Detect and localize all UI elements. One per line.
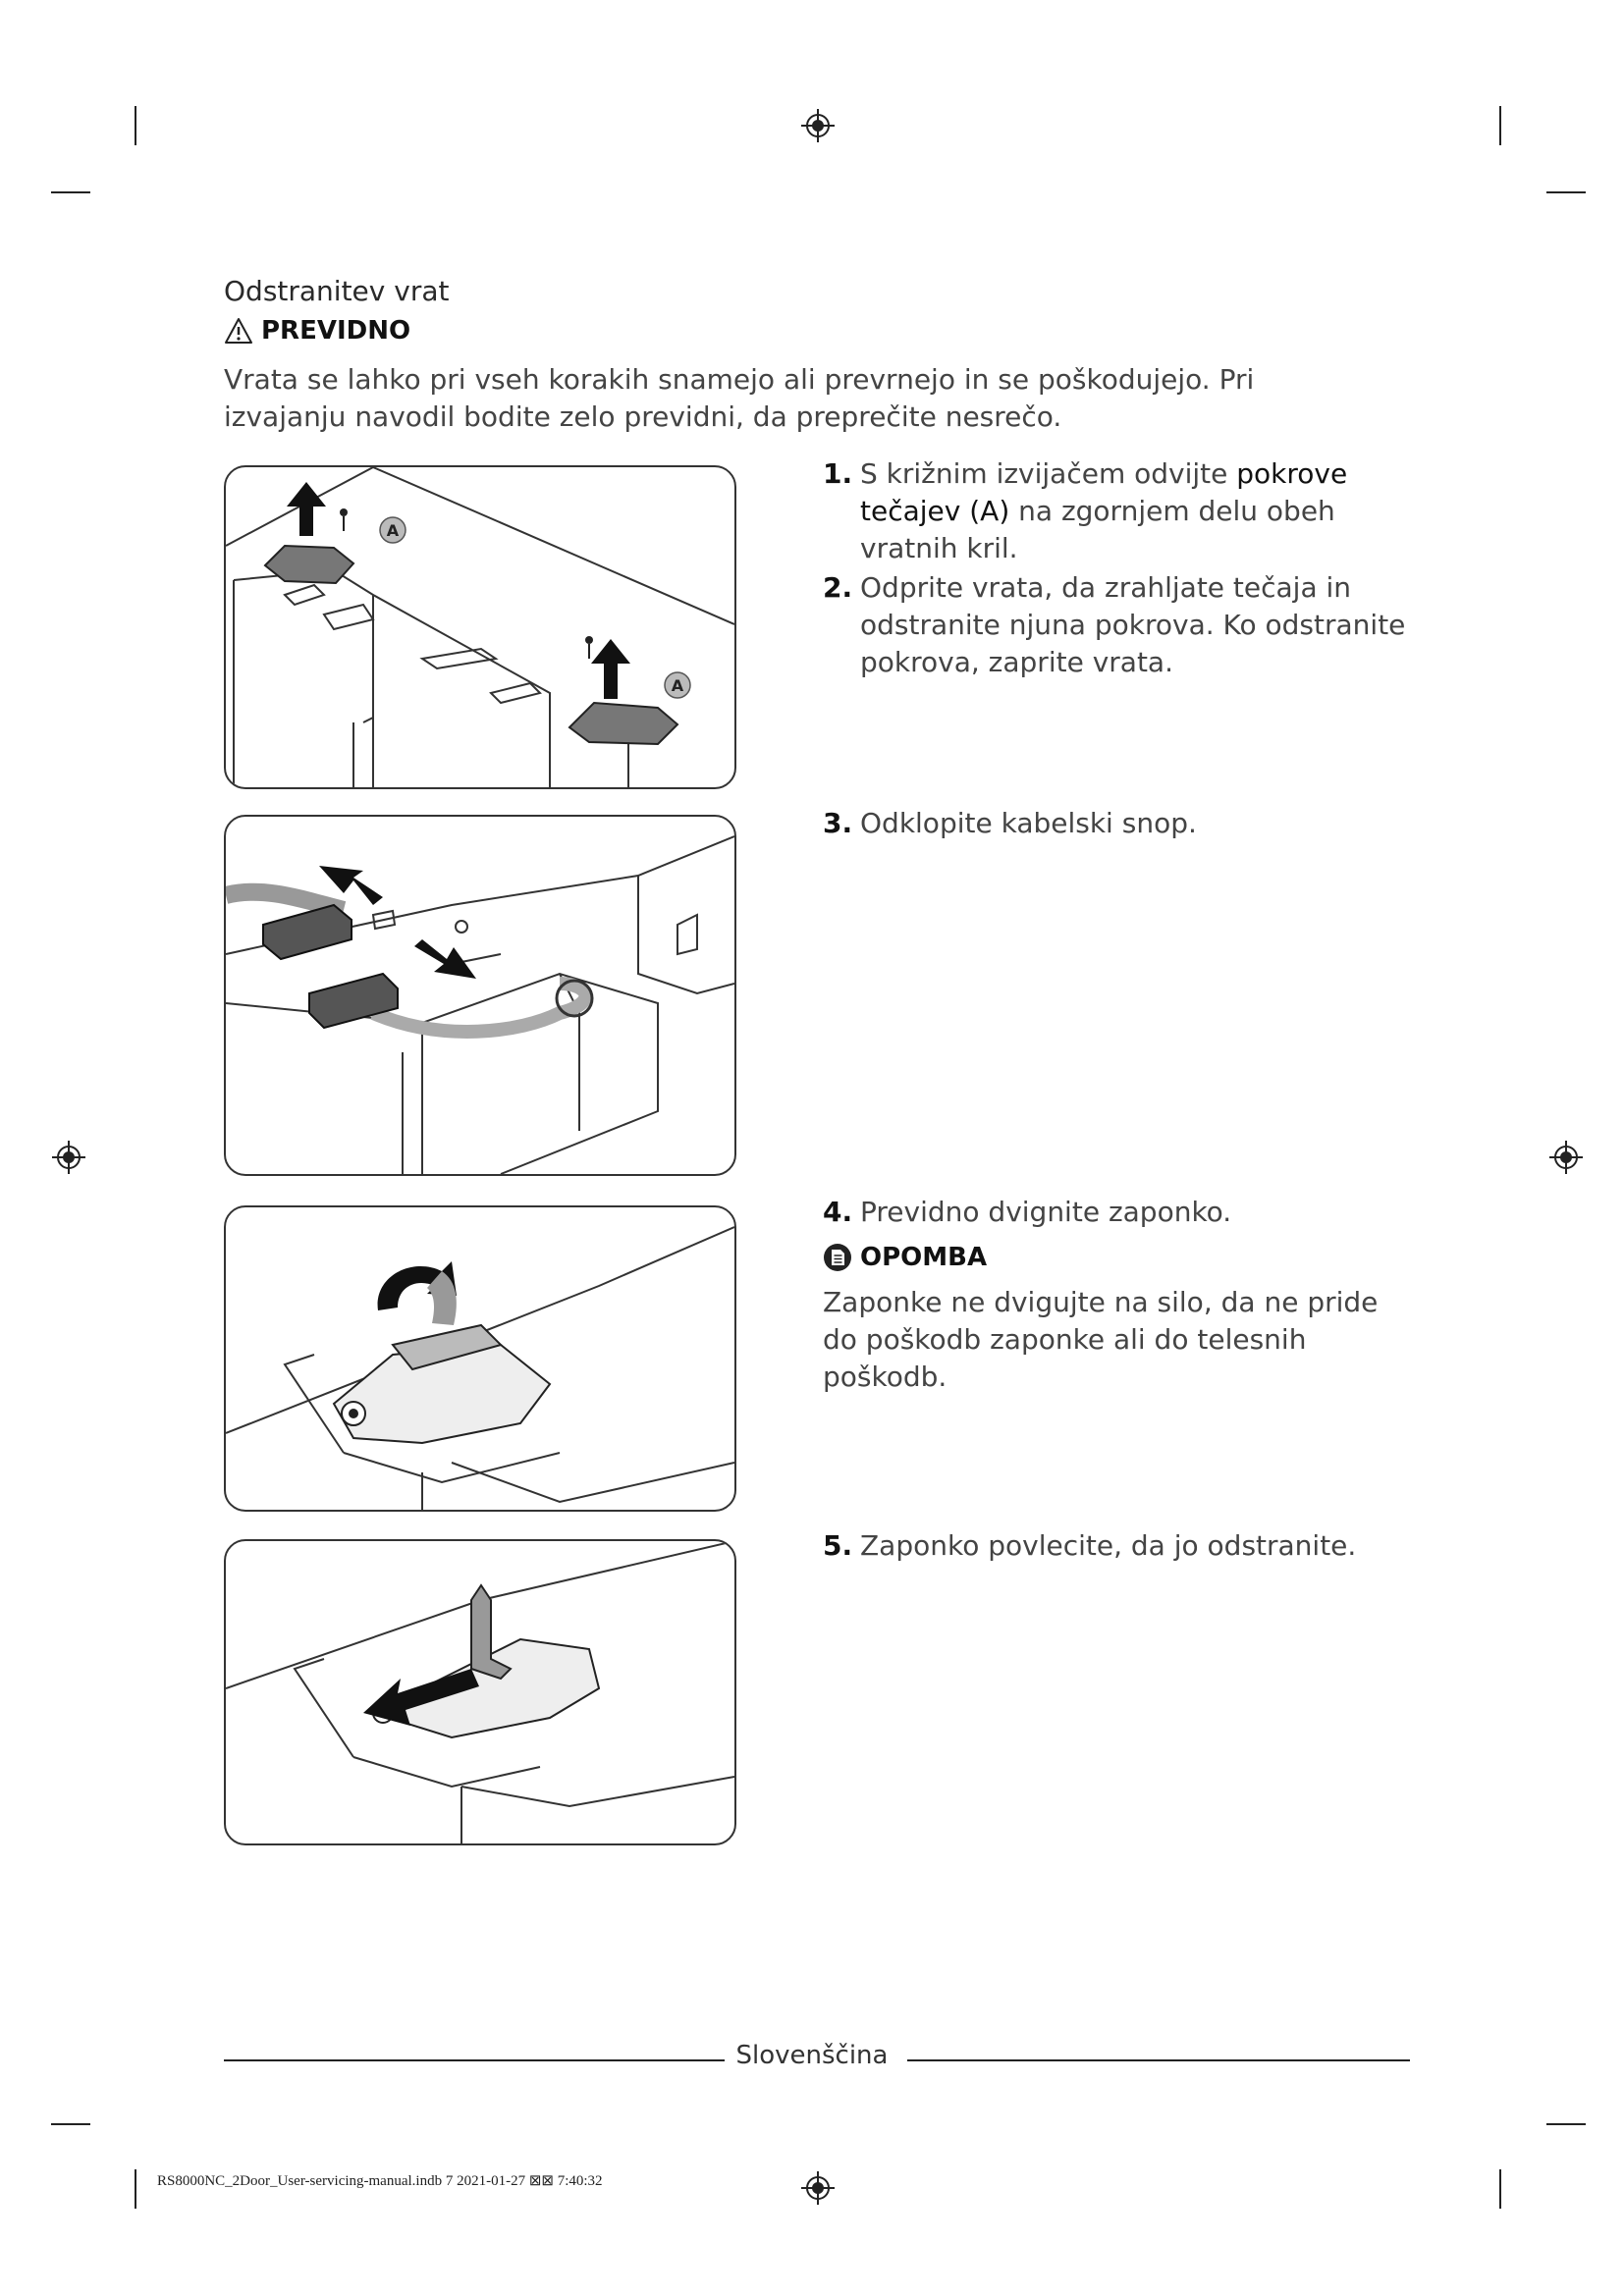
figure-pull-clip: [224, 1539, 736, 1845]
hinge-cover-left: [265, 546, 353, 583]
caution-heading: [224, 316, 410, 346]
caution-text: Vrata se lahko pri vseh korakih snamejo ali prevrnejo in se poškodujejo. Pri izvajanju navodil bodite zelo previdni, da preprečite nesrečo.: [224, 363, 1255, 433]
footer-language: Slovenščina: [735, 2041, 889, 2070]
registration-mark-icon: [52, 1141, 85, 1174]
crop-mark: [1499, 2169, 1501, 2209]
figure-lift-clip: [224, 1205, 736, 1512]
step-number: 5.: [823, 1529, 853, 1562]
registration-mark-icon: [801, 2171, 835, 2205]
step-4: [823, 1194, 1422, 1231]
crop-mark: [51, 191, 90, 193]
section-title: Odstranitev vrat: [224, 275, 450, 307]
caution-label: PREVIDNO: [261, 316, 411, 346]
crop-mark: [1546, 191, 1586, 193]
step-number: 4.: [823, 1196, 853, 1228]
step-text: Zaponko povlecite, da jo odstranite.: [860, 1529, 1357, 1562]
hinge-cover-label: A: [386, 521, 400, 540]
step-number: 1.: [823, 457, 853, 490]
footer-rule-right: [907, 2059, 1410, 2061]
step-text: Odprite vrata, da zrahljate tečaja in odstranite njuna pokrova. Ko odstranite pokrova, zaprite vrata.: [860, 571, 1406, 678]
step-text: Odklopite kabelski snop.: [860, 807, 1197, 839]
step-text: S križnim izvijačem odvijte pokrove tečajev (A) na zgornjem delu obeh vratnih kril.: [860, 457, 1348, 564]
note-label: OPOMBA: [860, 1243, 988, 1272]
hinge-cover-right: [569, 703, 677, 744]
step-text: Previdno dvignite zaponko.: [860, 1196, 1232, 1228]
crop-mark: [135, 106, 136, 145]
crop-mark: [1499, 106, 1501, 145]
registration-mark-icon: [1549, 1141, 1583, 1174]
note-icon: [823, 1243, 852, 1272]
figure-hinge-covers: [224, 465, 736, 789]
note-text: Zaponke ne dvigujte na silo, da ne pride do poškodb zaponke ali do telesnih poškodb.: [823, 1286, 1379, 1393]
figure-cable-harness: [224, 815, 736, 1176]
step-number: 2.: [823, 571, 853, 604]
crop-mark: [1546, 2123, 1586, 2125]
warning-icon: [224, 317, 253, 345]
footer-rule-left: [224, 2059, 725, 2061]
crop-mark: [51, 2123, 90, 2125]
hinge-cover-label: A: [671, 676, 684, 695]
crop-mark: [135, 2169, 136, 2209]
registration-mark-icon: [801, 109, 835, 142]
step-2: [823, 569, 1422, 681]
connector-upper: [263, 905, 352, 959]
step-1: [823, 455, 1422, 567]
print-info: RS8000NC_2Door_User-servicing-manual.indb 7 2021-01-27 ⊠⊠ 7:40:32: [157, 2173, 603, 2189]
step-5: [823, 1527, 1422, 1565]
hinge-cover-reference: pokrove tečajev (A): [860, 457, 1348, 527]
step-3: [823, 805, 1422, 842]
note-heading: [823, 1243, 987, 1272]
step-number: 3.: [823, 807, 853, 839]
